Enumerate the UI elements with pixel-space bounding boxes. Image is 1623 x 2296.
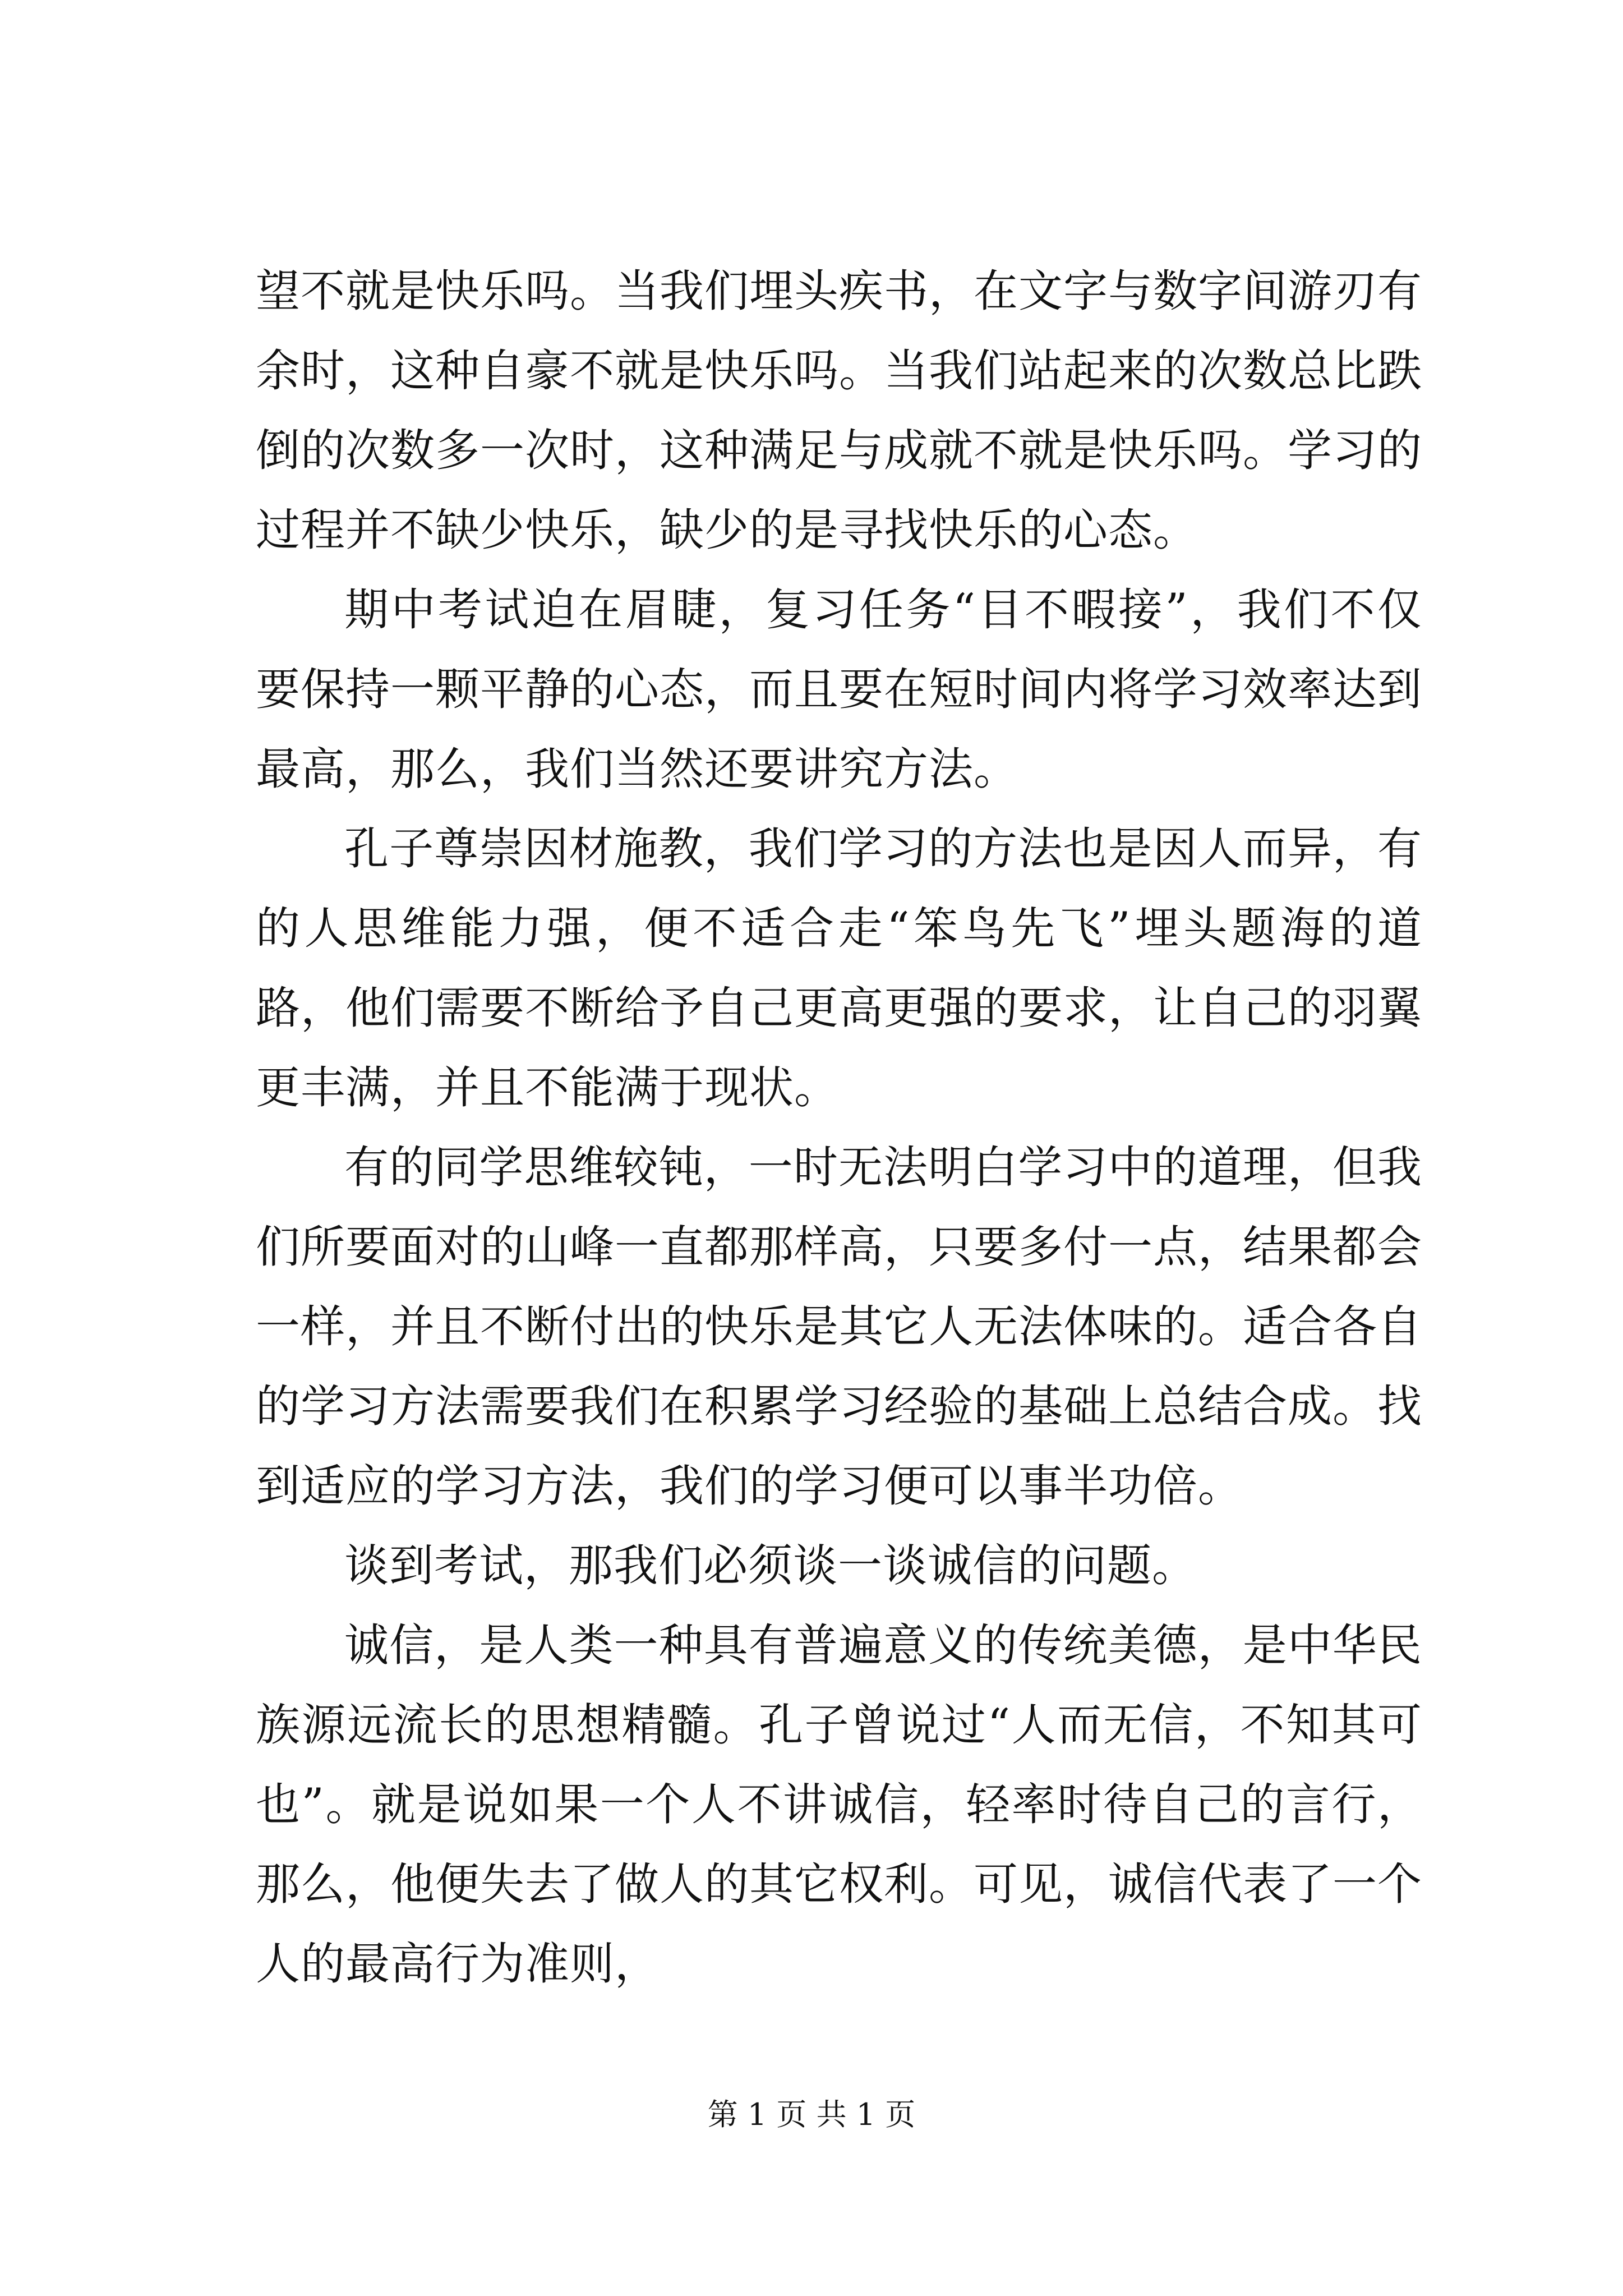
paragraph-6: 诚信，是人类一种具有普遍意义的传统美德，是中华民族源远流长的思想精髓。孔子曾说过“人而无信，不知其可也”。就是说如果一个人不讲诚信，轻率时待自己的言行，那么，他便失去了做人的其它权利。可见，诚信代表了一个人的最高行为准则， bbox=[256, 1619, 1422, 1990]
paragraph-4: 有的同学思维较钝，一时无法明白学习中的道理，但我们所要面对的山峰一直都那样高，只要多付一点，结果都会一样，并且不断付出的快乐是其它人无法体味的。适合各自的学习方法需要我们在积累学习经验的基础上总结合成。找到适应的学习方法，我们的学习便可以事半功倍。 bbox=[256, 1142, 1422, 1512]
paragraph-1: 望不就是快乐吗。当我们埋头疾书，在文字与数字间游刃有余时，这种自豪不就是快乐吗。当我们站起来的次数总比跌倒的次数多一次时，这种满足与成就不就是快乐吗。学习的过程并不缺少快乐，缺少的是寻找快乐的心态。 bbox=[256, 265, 1422, 556]
paragraph-5: 谈到考试，那我们必须谈一谈诚信的问题。 bbox=[344, 1540, 1197, 1591]
paragraph-3: 孔子尊崇因材施教，我们学习的方法也是因人而异，有的人思维能力强，便不适合走“笨鸟先飞”埋头题海的道路，他们需要不断给予自己更高更强的要求，让自己的羽翼更丰满，并且不能满于现状。 bbox=[256, 823, 1422, 1114]
document-body bbox=[256, 251, 1422, 2004]
paragraph-2: 期中考试迫在眉睫，复习任务“目不暇接”，我们不仅要保持一颗平静的心态，而且要在短时间内将学习效率达到最高，那么，我们当然还要讲究方法。 bbox=[256, 584, 1422, 795]
page-footer: 第 1 页 共 1 页 bbox=[707, 2097, 916, 2132]
